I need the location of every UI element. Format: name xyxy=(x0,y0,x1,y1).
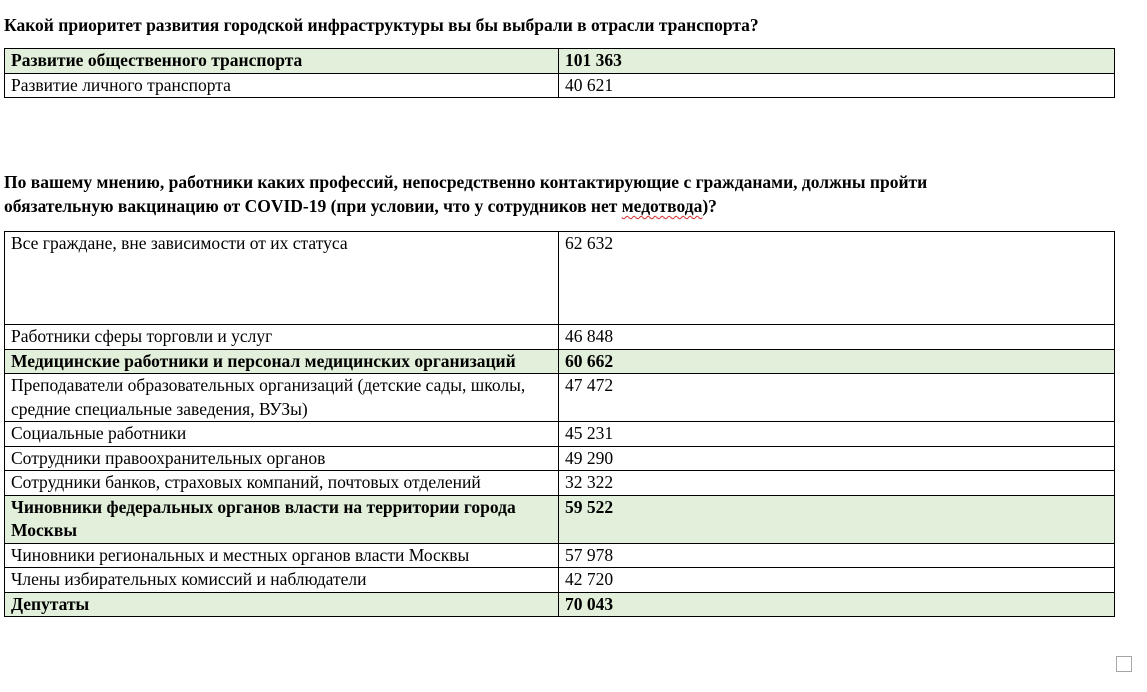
vote-count: 57 978 xyxy=(559,543,1115,568)
answer-label: Развитие личного транспорта xyxy=(5,73,559,98)
answer-label: Депутаты xyxy=(5,592,559,617)
table-row xyxy=(5,422,1115,447)
question-2-title-line-1: По вашему мнению, работники каких профессий, непосредственно контактирующие с гражданами, должны пройти xyxy=(4,172,928,192)
table-row xyxy=(5,543,1115,568)
table-row xyxy=(5,49,1115,74)
vote-count: 59 522 xyxy=(559,495,1115,543)
vote-count: 60 662 xyxy=(559,349,1115,374)
question-2-title-line-2 xyxy=(4,194,927,218)
answer-label: Преподаватели образовательных организаций (детские сады, школы, средние специальные заведения, ВУЗы) xyxy=(5,374,559,422)
table-row xyxy=(5,325,1115,350)
answer-label: Чиновники региональных и местных органов власти Москвы xyxy=(5,543,559,568)
vote-count: 40 621 xyxy=(559,73,1115,98)
answer-label: Члены избирательных комиссий и наблюдатели xyxy=(5,568,559,593)
vote-count: 42 720 xyxy=(559,568,1115,593)
table-resize-handle[interactable] xyxy=(1116,656,1132,672)
answer-label: Социальные работники xyxy=(5,422,559,447)
table-row xyxy=(5,73,1115,98)
title-text: обязательную вакцинацию от COVID-19 (при условии, что у сотрудников нет xyxy=(4,196,622,216)
spellcheck-flagged-word[interactable]: медотвода xyxy=(621,196,703,216)
question-1-results-table xyxy=(4,48,1115,98)
question-2-results-table xyxy=(4,231,1115,617)
table-row xyxy=(5,374,1115,422)
table-row xyxy=(5,446,1115,471)
vote-count: 47 472 xyxy=(559,374,1115,422)
table-row xyxy=(5,471,1115,496)
vote-count: 32 322 xyxy=(559,471,1115,496)
table-row xyxy=(5,568,1115,593)
vote-count: 70 043 xyxy=(559,592,1115,617)
answer-label: Медицинские работники и персонал медицинских организаций xyxy=(5,349,559,374)
question-1-title: Какой приоритет развития городской инфраструктуры вы бы выбрали в отрасли транспорта? xyxy=(4,15,759,35)
answer-label: Развитие общественного транспорта xyxy=(5,49,559,74)
answer-label: Сотрудники правоохранительных органов xyxy=(5,446,559,471)
table-row xyxy=(5,349,1115,374)
answer-label: Сотрудники банков, страховых компаний, почтовых отделений xyxy=(5,471,559,496)
table-row xyxy=(5,592,1115,617)
vote-count: 45 231 xyxy=(559,422,1115,447)
vote-count: 62 632 xyxy=(559,232,1115,325)
vote-count: 46 848 xyxy=(559,325,1115,350)
table-row xyxy=(5,495,1115,543)
vote-count: 101 363 xyxy=(559,49,1115,74)
answer-label: Все граждане, вне зависимости от их статуса xyxy=(5,232,559,325)
answer-label: Работники сферы торговли и услуг xyxy=(5,325,559,350)
vote-count: 49 290 xyxy=(559,446,1115,471)
question-2-title xyxy=(4,170,927,218)
table-row xyxy=(5,232,1115,325)
title-text: )? xyxy=(702,196,717,216)
answer-label: Чиновники федеральных органов власти на территории города Москвы xyxy=(5,495,559,543)
